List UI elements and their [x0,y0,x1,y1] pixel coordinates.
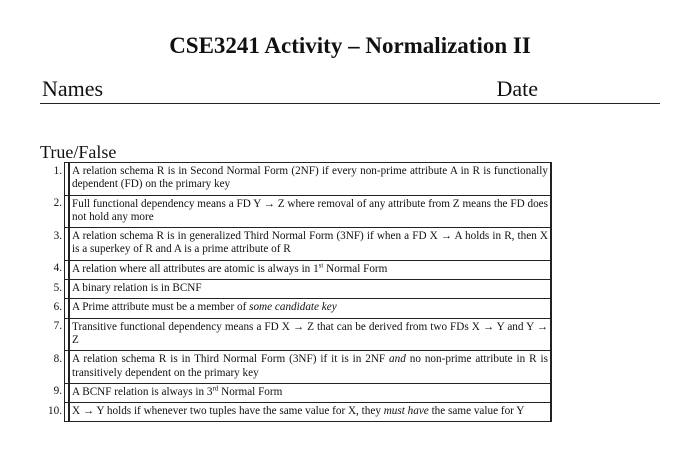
statement-text-segment: Normal Form [323,262,388,275]
statement-text [69,403,551,422]
ordinal-suffix: rd [212,384,219,393]
statement-text-segment: Full functional dependency means a FD Y → Z where removal of any attribute from Z means the FD does not hold any more [72,197,548,223]
statement-number: 9. [53,385,62,398]
statement-number: 8. [53,352,62,365]
statement-text [69,280,551,299]
statement-text-segment: A BCNF relation is always in 3 [72,385,213,398]
statement-row [40,351,551,384]
statement-number: 6. [53,300,62,313]
emphasis-text: must have [383,405,429,418]
names-date-row [40,76,660,104]
statement-row [40,163,551,196]
statement-text [69,351,551,384]
true-false-table [40,162,552,422]
statement-text-segment: Normal Form [218,385,283,398]
ordinal-suffix: st [318,261,324,270]
emphasis-text: and [389,353,406,366]
statement-text [69,299,551,318]
document-title: CSE3241 Activity – Normalization II [169,33,531,58]
statement-number: 10. [48,404,62,417]
statement-text-segment: A binary relation is in BCNF [72,282,202,295]
statement-text [69,260,551,279]
statement-text-segment: Transitive functional dependency means a FD X → Z that can be derived from two FDs X → Y and Y → Z [72,320,548,346]
statement-text [69,195,551,228]
statement-row [40,383,551,402]
names-label: Names [42,76,104,101]
true-false-table-body [40,163,551,422]
statement-row [40,318,551,351]
statement-number: 3. [53,229,62,242]
statement-number: 2. [53,197,62,210]
statement-text [69,318,551,351]
statement-row [40,403,551,422]
statement-text-segment: A relation schema R is in Second Normal Form (2NF) if every non-prime attribute A in R is functionally dependent (FD) on the primary key [72,165,548,191]
statement-number: 4. [53,262,62,275]
date-label: Date [496,76,538,101]
statement-number: 1. [53,164,62,177]
statement-number: 5. [53,281,62,294]
statement-text-segment: A relation where all attributes are atomic is always in 1 [72,262,319,275]
statement-row [40,228,551,261]
statement-text-segment: no non-prime attribute in R is transitively dependent on the primary key [72,353,549,379]
statement-text [69,163,551,196]
statement-row [40,280,551,299]
statement-row [40,195,551,228]
statement-number: 7. [53,320,62,333]
statement-text-segment: the same value for Y [428,405,525,418]
statement-text-segment: X → Y holds if whenever two tuples have the same value for X, they [72,405,384,418]
statement-text-segment: A relation schema R is in generalized Third Normal Form (3NF) if when a FD X → A holds in R, then X is a superkey of R and A is a prime attribute of R [72,230,548,256]
emphasis-text: some candidate key [249,301,337,314]
statement-text [69,228,551,261]
statement-row [40,299,551,318]
statement-row [40,260,551,279]
statement-text-segment: A Prime attribute must be a member of [72,301,250,314]
statement-text-segment: A relation schema R is in Third Normal Form (3NF) if it is in 2NF [72,353,390,366]
statement-text [69,383,551,402]
section-heading: True/False [40,142,117,162]
